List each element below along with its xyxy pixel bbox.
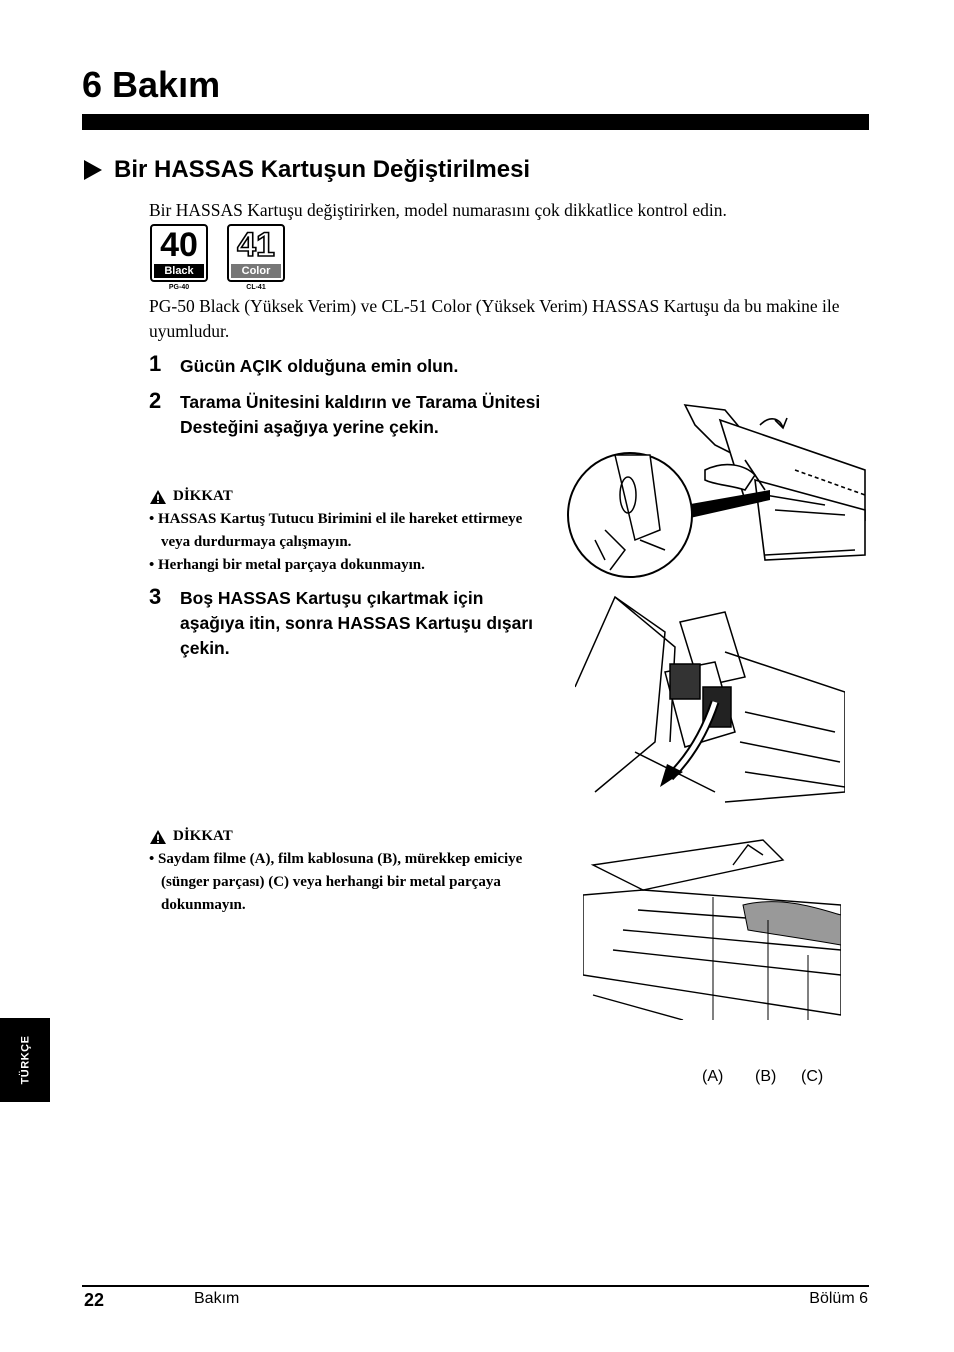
- caution-item: • Saydam filme (A), film kablosuna (B), mürekkep emiciye (sünger parçası) (C) veya herhangi bir metal parçaya dokunmayın.: [149, 848, 549, 917]
- section-triangle-icon: [84, 160, 102, 180]
- cartridge-band: Color: [231, 264, 281, 278]
- chapter-title: 6 Bakım: [82, 64, 221, 105]
- section-heading-text: Bir HASSAS Kartuşun Değiştirilmesi: [114, 156, 531, 183]
- footer-rule: [82, 1285, 869, 1287]
- compatibility-note: PG-50 Black (Yüksek Verim) ve CL-51 Color (Yüksek Verim) HASSAS Kartuşu da bu makine ile uyumludur.: [149, 296, 840, 341]
- caution-item: • HASSAS Kartuş Tutucu Birimini el ile hareket ettirmeye veya durdurmaya çalışmayın.: [149, 508, 549, 554]
- caution-item: • Herhangi bir metal parçaya dokunmayın.: [149, 554, 549, 577]
- language-side-tab: [0, 1018, 50, 1102]
- cartridge-caption: CL-41: [246, 284, 266, 291]
- warning-triangle-icon: [149, 489, 167, 505]
- figure-label-a: (A): [702, 1068, 724, 1085]
- caution-box: [149, 825, 549, 917]
- step-text: Gücün AÇIK olduğuna emin olun.: [180, 356, 459, 376]
- cartridge-caption: PG-40: [168, 284, 190, 291]
- caution-title: DİKKAT: [173, 828, 233, 844]
- caution-title: DİKKAT: [173, 488, 233, 504]
- figure-label-c: (C): [801, 1068, 824, 1085]
- cartridge-band: Black: [154, 264, 204, 278]
- step-number: 1: [149, 351, 162, 376]
- cartridge-41-logo: [227, 224, 285, 282]
- language-label: TÜRKÇE: [19, 1035, 31, 1085]
- intro-text: Bir HASSAS Kartuşu değiştirirken, model numarasını çok dikkatlice kontrol edin.: [149, 200, 727, 220]
- caution-box: [149, 485, 549, 577]
- cartridge-40-logo: [150, 224, 208, 282]
- step-number: 3: [149, 584, 162, 609]
- cartridge-number: 40: [160, 226, 198, 264]
- internal-parts-illustration: [583, 835, 841, 1020]
- cartridge-number: 41: [237, 226, 275, 264]
- cartridge-removal-illustration: [575, 592, 845, 807]
- step-number: 2: [149, 388, 162, 413]
- warning-triangle-icon: [149, 829, 167, 845]
- footer-section-name: Bakım: [194, 1290, 240, 1307]
- scanner-unit-illustration: [565, 400, 870, 580]
- step-text: Boş HASSAS Kartuşu çıkartmak için aşağıya itin, sonra HASSAS Kartuşu dışarı çekin.: [180, 588, 534, 658]
- section-heading: [84, 156, 530, 184]
- step-text: Tarama Ünitesini kaldırın ve Tarama Ünitesi Desteğini aşağıya yerine çekin.: [180, 392, 541, 437]
- page-number: 22: [84, 1290, 105, 1310]
- footer-chapter: Bölüm 6: [809, 1290, 868, 1307]
- chapter-rule: [82, 114, 869, 130]
- figure-label-b: (B): [755, 1068, 777, 1085]
